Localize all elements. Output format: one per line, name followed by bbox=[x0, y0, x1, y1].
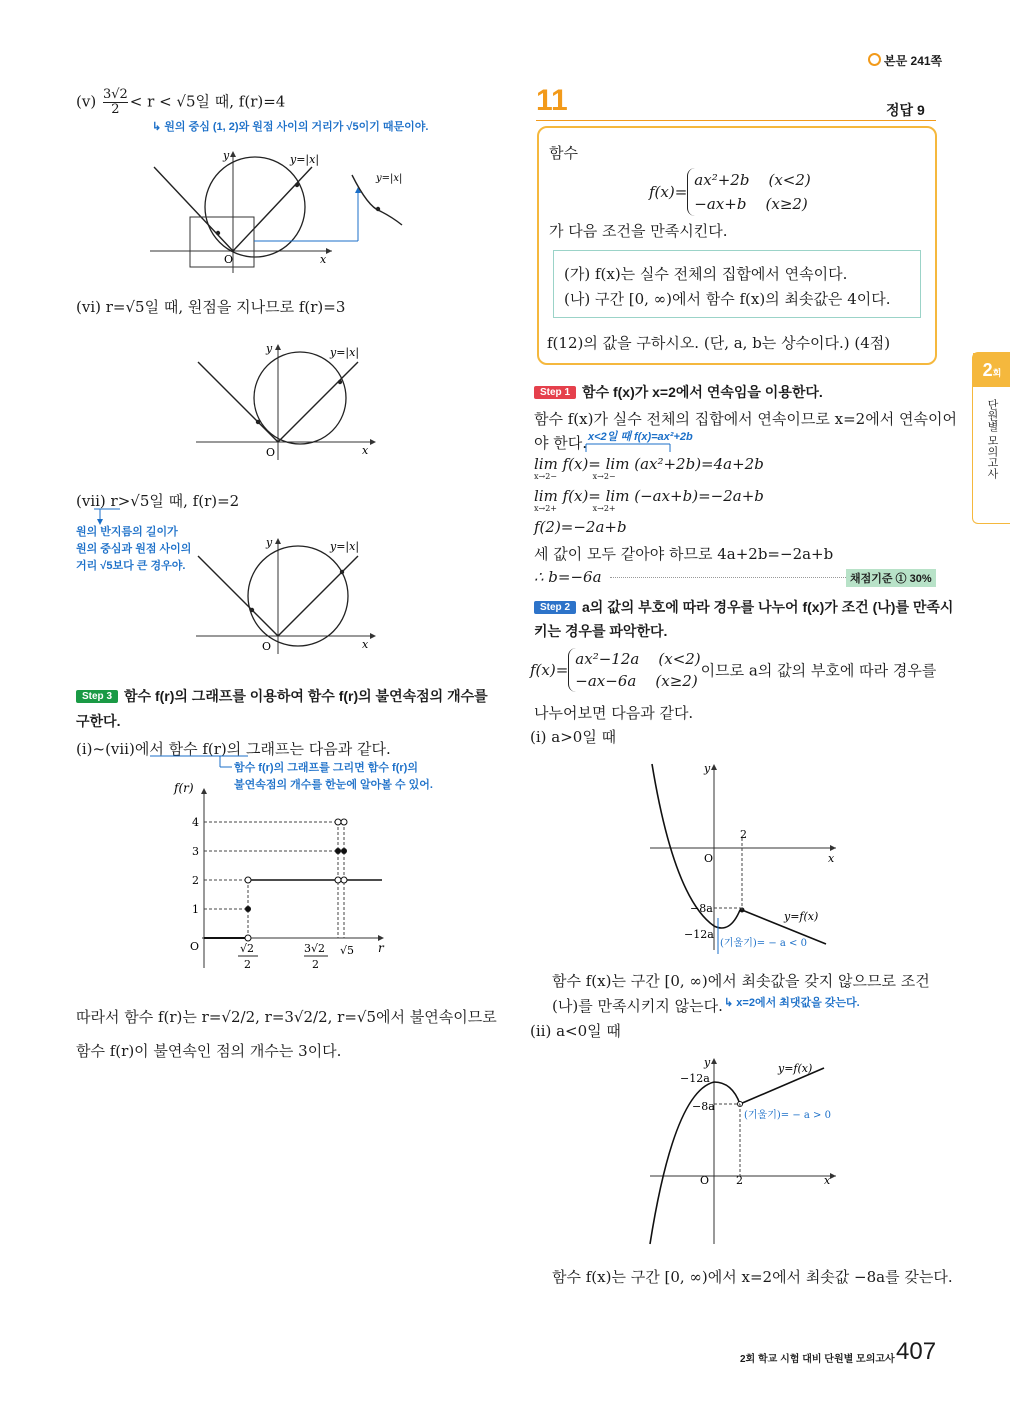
problem-number: 11 bbox=[536, 84, 568, 117]
piecewise-function: f(x)= ax²+2b (x<2) −ax+b (x≥2) bbox=[649, 168, 811, 216]
svg-text:y: y bbox=[704, 762, 711, 775]
side-tab-number: 2회 bbox=[973, 353, 1010, 387]
step1-l5: f(2)=−2a+b bbox=[534, 518, 627, 536]
footer-label: 2회 학교 시험 대비 단원별 모의고사 bbox=[740, 1354, 895, 1365]
svg-text:x: x bbox=[824, 1174, 831, 1187]
svg-text:y=f(x): y=f(x) bbox=[784, 910, 819, 923]
side-tab bbox=[972, 352, 1010, 524]
svg-text:3√2: 3√2 bbox=[304, 942, 326, 955]
step1-l2: 야 한다. bbox=[534, 434, 588, 452]
side-tab-text: 단원별 모의고사 bbox=[986, 399, 998, 480]
svg-text:O: O bbox=[700, 1174, 710, 1187]
svg-text:O: O bbox=[704, 852, 714, 865]
svg-text:y=|x|: y=|x| bbox=[376, 173, 403, 184]
step-3-heading: Step 3 함수 f(r)의 그래프를 이용하여 함수 f(r)의 불연속점의 개수를 bbox=[76, 686, 488, 706]
case-a-negative: (ⅱ) a<0일 때 bbox=[530, 1022, 621, 1040]
svg-text:x: x bbox=[828, 852, 835, 865]
condition-b: (나) 구간 [0, ∞)에서 함수 f(x)의 최솟값은 4이다. bbox=[564, 290, 891, 308]
question: f(12)의 값을 구하시오. (단, a, b는 상수이다.) (4점) bbox=[547, 334, 891, 352]
conclusion-1: 따라서 함수 f(r)는 r=√2/2, r=3√2/2, r=√5에서 불연속이므로 bbox=[76, 1008, 497, 1026]
circle-graph-3 bbox=[190, 534, 390, 656]
svg-text:−8a: −8a bbox=[690, 902, 713, 915]
fr-intro-note: 함수 f(r)의 그래프를 그리면 함수 f(r)의 불연속점의 개수를 한눈에 알아볼 수 있어. bbox=[234, 762, 433, 791]
problem-intro: 함수 bbox=[549, 144, 578, 162]
after-case-1-l2: (나)를 만족시키지 않는다. bbox=[552, 997, 723, 1015]
step-2-heading: Step 2 a의 값의 부호에 따라 경우를 나누어 f(x)가 조건 (나)를 만족시 bbox=[534, 597, 953, 617]
case-a-positive: (ⅰ) a>0일 때 bbox=[530, 728, 617, 746]
svg-text:O: O bbox=[224, 253, 234, 266]
circle-graph-2 bbox=[190, 340, 390, 462]
after-case-1-note: ↳ x=2에서 최댓값을 갖는다. bbox=[724, 997, 860, 1009]
step1-note: x<2일 때 f(x)=ax²+2b bbox=[588, 431, 693, 443]
svg-text:(기울기)= − a < 0: (기울기)= − a < 0 bbox=[720, 938, 807, 949]
svg-text:y: y bbox=[223, 149, 230, 162]
svg-text:2: 2 bbox=[244, 958, 251, 971]
svg-text:y: y bbox=[266, 536, 273, 549]
limit-2: lim f(x)= lim (−ax+b)=−2a+b bbox=[534, 487, 764, 505]
step1-l1: 함수 f(x)가 실수 전체의 집합에서 연속이므로 x=2에서 연속이어 bbox=[534, 410, 957, 428]
case-7-note: 원의 반지름의 길이가 원의 중심과 원점 사이의 거리 √5보다 큰 경우야. bbox=[76, 526, 192, 572]
svg-text:y: y bbox=[704, 1056, 711, 1069]
page-number: 407 bbox=[896, 1338, 937, 1365]
limit-1: lim f(x)= lim (ax²+2b)=4a+2b bbox=[534, 455, 764, 473]
svg-text:y=|x|: y=|x| bbox=[330, 346, 360, 359]
page-reference: 본문 241쪽 bbox=[868, 52, 942, 69]
graph-a-positive bbox=[640, 758, 840, 954]
after-case-1-l1: 함수 f(x)는 구간 [0, ∞)에서 최솟값을 갖지 않으므로 조건 bbox=[552, 972, 930, 990]
svg-text:4: 4 bbox=[192, 816, 199, 829]
svg-text:r: r bbox=[378, 941, 384, 955]
problem-box bbox=[537, 126, 937, 365]
svg-text:√5: √5 bbox=[340, 944, 355, 957]
step1-l6: 세 값이 모두 같아야 하므로 4a+2b=−2a+b bbox=[534, 545, 834, 563]
svg-text:y=f(x): y=f(x) bbox=[778, 1062, 813, 1075]
conditions-box bbox=[553, 250, 921, 318]
after-case-2: 함수 f(x)는 구간 [0, ∞)에서 x=2에서 최솟값 −8a를 갖는다. bbox=[552, 1268, 953, 1286]
svg-text:x: x bbox=[362, 444, 369, 457]
svg-text:−12a: −12a bbox=[684, 928, 714, 941]
step-3-heading-2: 구한다. bbox=[76, 713, 121, 729]
svg-text:2: 2 bbox=[192, 874, 199, 887]
fr-intro: (ⅰ)~(ⅶ)에서 함수 f(r)의 그래프는 다음과 같다. bbox=[76, 740, 391, 758]
svg-text:x: x bbox=[320, 253, 327, 266]
case-6: (ⅵ) r=√5일 때, 원점을 지나므로 f(r)=3 bbox=[76, 298, 346, 316]
svg-text:2: 2 bbox=[312, 958, 319, 971]
condition-a: (가) f(x)는 실수 전체의 집합에서 연속이다. bbox=[564, 265, 848, 283]
svg-text:y=|x|: y=|x| bbox=[290, 153, 320, 166]
circle-graph-1 bbox=[140, 145, 430, 275]
step1-note-bracket bbox=[584, 442, 674, 456]
svg-text:2: 2 bbox=[736, 1174, 743, 1187]
svg-text:3: 3 bbox=[192, 845, 199, 858]
step-2-heading-2: 키는 경우를 파악한다. bbox=[534, 623, 668, 639]
divider bbox=[536, 120, 936, 121]
svg-text:√2: √2 bbox=[240, 942, 255, 955]
case-5-note: ↳ 원의 중심 (1, 2)와 원점 사이의 거리가 √5이기 때문이야. bbox=[152, 121, 429, 133]
svg-text:y=|x|: y=|x| bbox=[330, 540, 360, 553]
step2-function: f(x)= ax²−12a (x<2) −ax−6a (x≥2) 이므로 a의 값의 부호에 따라 경우를 bbox=[530, 650, 937, 690]
fr-step-graph bbox=[160, 778, 400, 974]
criteria-dots bbox=[610, 577, 846, 578]
svg-text:(기울기)= − a > 0: (기울기)= − a > 0 bbox=[744, 1110, 831, 1121]
scoring-criteria: 채점기준 ① 30% bbox=[846, 569, 936, 587]
svg-text:f(r): f(r) bbox=[174, 781, 194, 795]
svg-text:O: O bbox=[190, 940, 200, 953]
step1-l7: ∴ b=−6a bbox=[534, 568, 602, 586]
limit-2-sub: x→2+ x→2+ bbox=[534, 504, 616, 513]
step2-l2: 나누어보면 다음과 같다. bbox=[534, 704, 694, 722]
graph-a-negative bbox=[640, 1052, 840, 1248]
svg-text:1: 1 bbox=[192, 903, 199, 916]
case-7: (ⅶ) r>√5일 때, f(r)=2 bbox=[76, 492, 240, 510]
step-1-heading: Step 1 함수 f(x)가 x=2에서 연속임을 이용한다. bbox=[534, 382, 823, 402]
svg-text:y: y bbox=[266, 342, 273, 355]
circle-icon bbox=[868, 53, 881, 66]
svg-text:2: 2 bbox=[740, 828, 747, 841]
svg-text:−12a: −12a bbox=[680, 1072, 710, 1085]
svg-text:x: x bbox=[362, 638, 369, 651]
svg-text:−8a: −8a bbox=[692, 1100, 715, 1113]
fr-intro-arrow bbox=[148, 755, 248, 775]
case-5: (ⅴ) $\frac{3√2}{2}$ < r < √5일 때, f(r)=4 bbox=[76, 87, 286, 117]
conclusion-2: 함수 f(r)이 불연속인 점의 개수는 3이다. bbox=[76, 1042, 342, 1060]
limit-1-sub: x→2− x→2− bbox=[534, 472, 616, 481]
satisfy-line: 가 다음 조건을 만족시킨다. bbox=[549, 222, 728, 240]
answer: 정답 9 bbox=[886, 102, 925, 118]
svg-text:O: O bbox=[266, 446, 276, 459]
svg-text:O: O bbox=[262, 640, 272, 653]
